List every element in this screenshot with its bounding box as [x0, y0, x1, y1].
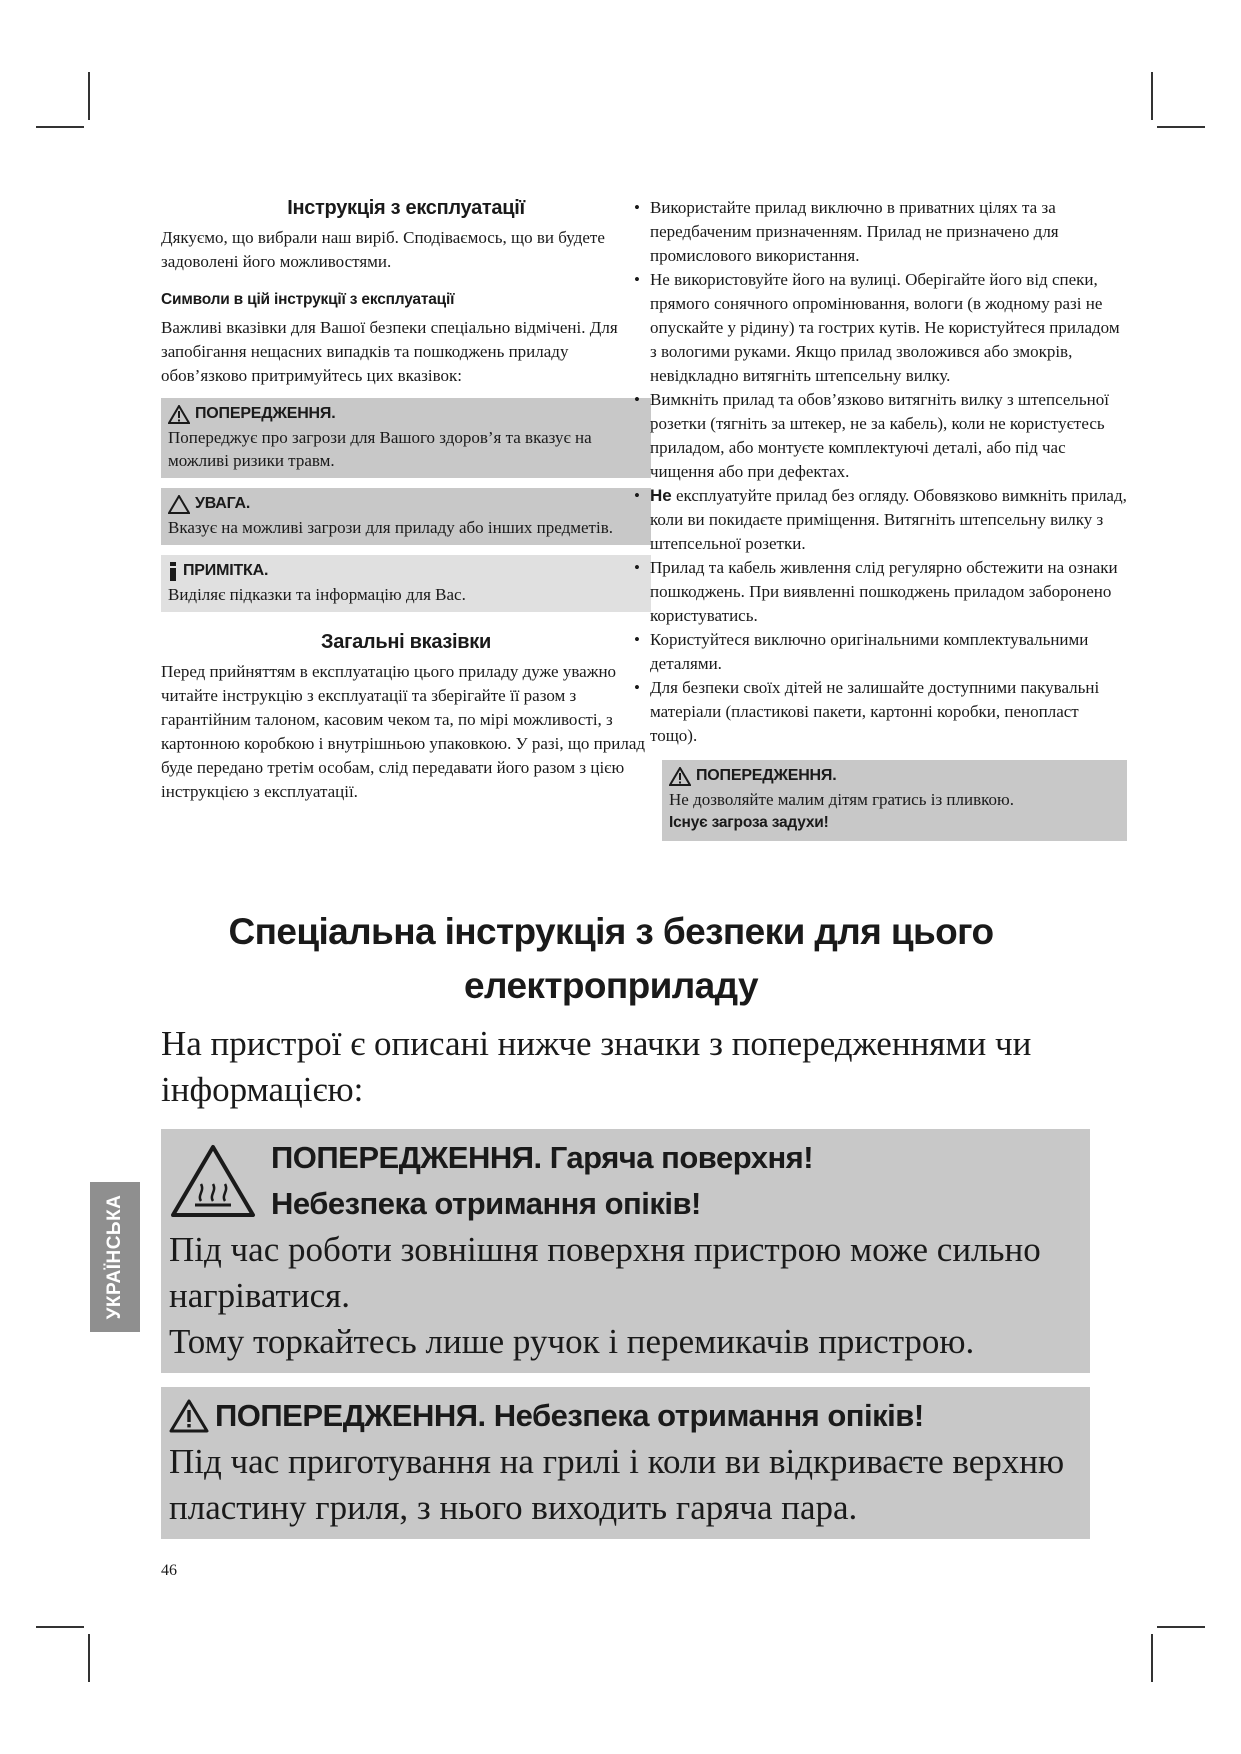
caution-box: [161, 488, 651, 545]
crop-mark: [88, 72, 90, 120]
warning-box: [161, 398, 651, 478]
list-item: • Використайте прилад виключно в приватних цілях та за передбаченим призначенням. Прилад не призначено для промислового використання.: [632, 196, 1127, 268]
warning-box-text: Попереджує про загрози для Вашого здоров’я та вказує на можливі ризики травм.: [168, 428, 592, 470]
steam-warning-title: ПОПЕРЕДЖЕННЯ. Небезпека отримання опіків!: [215, 1398, 924, 1433]
warning-triangle-icon: [669, 767, 691, 786]
list-item: • Прилад та кабель живлення слід регулярно обстежити на ознаки пошкоджень. При виявленні пошкоджень приладом заборонено користуватись.: [632, 556, 1127, 628]
hot-surface-warning-box: [161, 1129, 1090, 1373]
hot-surface-title-2: Небезпека отримання опіків!: [271, 1186, 701, 1221]
language-label: УКРАЇНСЬКА: [104, 1194, 125, 1320]
instructions-intro: Дякуємо, що вибрали наш виріб. Сподіваємось, що ви будете задоволені його можливостями.: [161, 228, 605, 271]
child-warning-text: Не дозволяйте малим дітям гратись із пливкою.: [669, 790, 1014, 809]
special-intro: На пристрої є описані нижче значки з попередженнями чи інформацією:: [161, 1024, 1032, 1109]
list-item: • Не експлуатуйте прилад без огляду. Обовязково вимкніть прилад, коли ви покидаєте приміщення. Витягніть штепсельну вилку з штепсельної розетки.: [632, 484, 1127, 556]
child-warning-emphasis: Існує загроза задухи!: [669, 814, 829, 831]
note-box-title: ПРИМІТКА.: [183, 562, 269, 579]
crop-mark: [1151, 72, 1153, 120]
caution-box-title: УВАГА.: [195, 495, 251, 512]
left-column: [161, 196, 651, 804]
list-item: • Вимкніть прилад та обов’язково витягніть вилку з штепсельної розетки (тягніть за штекер, не за кабель), коли не користуєтесь приладом, або монтуєте комплектуючі деталі, або під час чищення або при дефектах.: [632, 388, 1127, 484]
general-text: Перед прийняттям в експлуатацію цього приладу дуже уважно читайте інструкцію з експлуатації та зберігайте її разом з гарантійним талоном, касовим чеком та, по мірі можливості, з картонною коробкою і внутрішньою упаковкою. У разі, що прилад буде передано третім особам, слід передавати його разом з цією інструкцією з експлуатації.: [161, 662, 646, 801]
hot-surface-icon: [169, 1143, 257, 1219]
symbols-heading: Символи в цій інструкції з експлуатації: [161, 291, 455, 308]
warning-triangle-icon: [169, 1399, 209, 1433]
crop-mark: [1157, 126, 1205, 128]
steam-warning-box: [161, 1387, 1090, 1539]
child-warning-box: [662, 760, 1127, 841]
list-item: • Не використовуйте його на вулиці. Оберігайте його від спеки, прямого сонячного опромінювання, вологи (в жодному разі не опускайте у рідину) та гострих кутів. Не користуйтеся приладом з вологими руками. Якщо прилад зволожився або змокрів, невідкладно витягніть штепсельну вилку.: [632, 268, 1127, 388]
hot-surface-text-1: Під час роботи зовнішня поверхня пристрою може сильно нагріватися.: [169, 1230, 1041, 1315]
crop-mark: [88, 1634, 90, 1682]
symbols-text: Важливі вказівки для Вашої безпеки спеціально відмічені. Для запобігання нещасних випадків та пошкоджень приладу обов’язково притримуйтесь цих вказівок:: [161, 318, 618, 385]
child-warning-title: ПОПЕРЕДЖЕННЯ.: [696, 767, 837, 784]
right-column: [632, 196, 1127, 841]
safety-bullet-list: [632, 196, 1127, 748]
crop-mark: [36, 126, 84, 128]
hot-surface-text-2: Тому торкайтесь лише ручок і перемикачів пристрою.: [169, 1322, 975, 1361]
page-number: 46: [161, 1562, 177, 1579]
steam-warning-text: Під час приготування на грилі і коли ви відкриваєте верхню пластину гриля, з нього виходить гаряча пара.: [169, 1442, 1065, 1527]
hot-surface-title-1: ПОПЕРЕДЖЕННЯ. Гаряча поверхня!: [271, 1140, 814, 1175]
info-icon: [168, 562, 178, 581]
special-title: Спеціальна інструкція з безпеки для цього електроприладу: [228, 911, 994, 1006]
note-box: [161, 555, 651, 612]
warning-triangle-icon: [168, 405, 190, 424]
crop-mark: [36, 1626, 84, 1628]
warning-box-title: ПОПЕРЕДЖЕННЯ.: [195, 405, 336, 422]
crop-mark: [1151, 1634, 1153, 1682]
list-item: • Для безпеки своїх дітей не залишайте доступними пакувальні матеріали (пластикові пакети, картонні коробки, пенопласт тощо).: [632, 676, 1127, 748]
language-side-tab: [90, 1182, 140, 1332]
list-item: • Користуйтеся виключно оригінальними комплектувальними деталями.: [632, 628, 1127, 676]
crop-mark: [1157, 1626, 1205, 1628]
instructions-title: Інструкція з експлуатації: [287, 197, 525, 219]
general-title: Загальні вказівки: [321, 631, 491, 653]
special-safety-section: [161, 905, 1081, 1539]
caution-box-text: Вказує на можливі загрози для приладу або інших предметів.: [168, 518, 613, 537]
note-box-text: Виділяє підказки та інформацію для Вас.: [168, 585, 466, 604]
caution-triangle-icon: [168, 495, 190, 514]
